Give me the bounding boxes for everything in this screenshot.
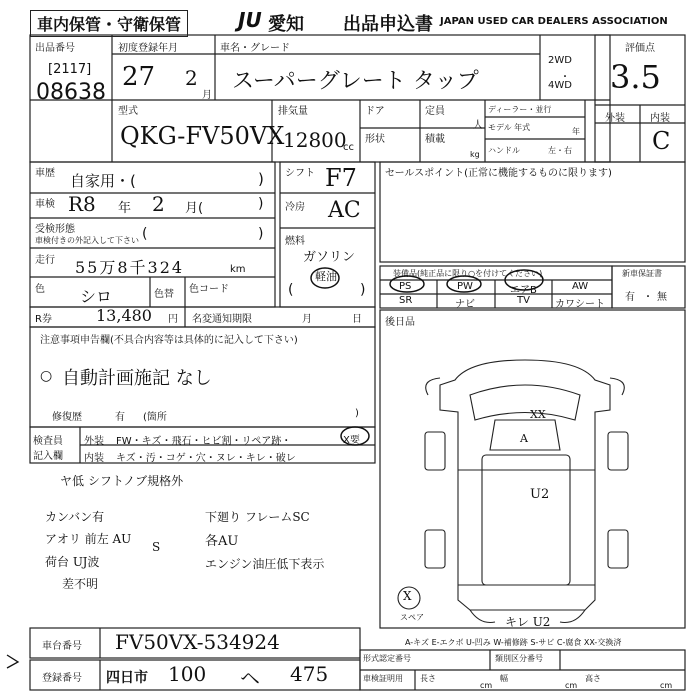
plate-number: 475 [290,662,329,686]
notice-day: 日 [352,314,362,325]
inspection-close: ) [258,196,264,212]
form-title: 出品申込書 [343,14,433,35]
lot-number: 08638 [36,80,106,105]
inspector-note-6: 各AU [205,534,239,549]
recycle-label: R券 [35,314,52,325]
load-label: 積載 [425,134,445,145]
inspection-era: R8 [68,192,96,216]
cert-label: 車検証明用 [363,674,403,683]
repair-close: ) [355,408,359,419]
inspector-note-3: 下廻り フレームSC [205,510,310,524]
inspector-note-9: 差不明 [62,577,99,591]
fuel-diesel: 軽油 [315,270,337,283]
recycle-value: 13,480 [96,306,152,325]
history-close: ) [258,170,264,188]
english-title: JAPAN USED CAR DEALERS ASSOCIATION [440,16,668,27]
inspector-note-8: エンジン油圧低下表示 [205,557,325,571]
inspector-exterior: 外装 [84,436,104,447]
doors-label: ドア [365,106,385,117]
equipment-ps[interactable]: PS [399,281,412,292]
mileage-value: 55万8千324 [75,258,185,277]
notice-label: 名変通知期限 [192,314,252,325]
cert-width-unit: cm [565,681,578,690]
notes-label: 注意事項申告欄(不具合内容等は具体的に記入して下さい) [40,335,298,346]
mileage-label: 走行 [35,255,55,266]
equipment-sheet[interactable]: カワシート [555,299,605,310]
inspector-note-1: ヤ低 シフトノブ規格外 [60,474,184,488]
notes-text: 自動計画施記 なし [62,368,212,389]
aircon-label: 冷房 [285,202,305,213]
recognition-label: 形式認定番号 [363,654,411,663]
guarantee-none[interactable]: 無 [657,292,667,303]
chassis-label: 車台番号 [42,641,82,652]
cert-length: 長さ [420,674,436,683]
diagram-mark-xx: XX [530,408,546,421]
repair-location: (箇所 [143,412,167,423]
registration-month: 2 [185,66,198,90]
guarantee-label: 新車保証書 [622,269,662,278]
drive-dot: ・ [560,72,570,83]
cert-height-unit: cm [660,681,673,690]
exterior-grade-label: 外装 [605,113,625,124]
model-label: 型式 [118,106,138,117]
capacity-unit: 人 [473,120,483,131]
equipment-pw[interactable]: PW [457,281,473,292]
lot-label: 出品番号 [35,43,75,54]
diagram-bottom-note: キレ U2 [505,615,551,629]
repair-has[interactable]: 有 [115,412,125,423]
certificate-open: ( [142,226,148,242]
chassis-value: FV50VX-534924 [115,630,280,654]
certificate-label: 受検形態 [35,224,75,235]
fuel-other-close: ) [360,282,366,298]
registration-month-unit: 月 [202,90,212,101]
plate-region: 四日市 [106,670,148,686]
history-value: 自家用・( [70,172,136,190]
color-value: シロ [80,287,113,306]
car-name-value: スーパーグレート タップ [232,69,479,94]
damage-legend: A-キズ E-エクボ U-凹み W-補修跡 S-サビ C-腐食 XX-交換済 [405,638,622,647]
history-label: 車歴 [35,168,55,179]
handle-label: ハンドル [488,146,520,155]
truck-diagram [398,360,628,623]
ju-logo: JU [238,8,262,32]
certificate-note: 車検付きの外記入して下さい [35,236,139,245]
inspector-exterior-items: FW・キズ・飛石・ヒビ割・リペア跡・ [116,436,292,447]
interior-grade-label: 内装 [650,113,670,124]
fuel-gasoline: ガソリン [303,250,356,265]
dealer-year-unit: 年 [572,127,580,136]
rear-seat-label: 後日品 [385,317,415,328]
capacity-label: 定員 [425,106,445,117]
diagram-mark-u2: U2 [530,487,550,502]
inspector-interior: 内装 [84,453,104,464]
equipment-sr[interactable]: SR [399,295,413,306]
drive-4wd: 4WD [548,80,572,91]
inspection-label: 車検 [35,199,55,210]
displacement-label: 排気量 [278,106,308,117]
plate-class: 100 [168,662,207,686]
inspection-month: 2 [152,192,165,216]
inspection-year-unit: 年 [118,201,132,216]
equipment-navi[interactable]: ナビ [455,299,475,310]
registration-label: 初度登録年月 [118,43,178,54]
plate-kana: ヘ [240,666,260,690]
spare-label: スペア [400,613,424,622]
interior-grade-value: C [652,127,671,155]
equipment-label: 装備品(純正品に限り○を付けてください) [393,269,543,278]
car-name-label: 車名・グレード [220,43,290,54]
shift-label: シフト [285,168,315,179]
guarantee-has[interactable]: 有 [625,292,635,303]
drive-2wd: 2WD [548,55,572,66]
dealer-model-year: モデル 年式 [488,123,531,132]
plate-label: 登録番号 [42,673,82,684]
inspector-note-4: アオリ 前左 AU [45,532,132,546]
shape-label: 形状 [365,134,385,145]
spare-mark: X [403,589,412,603]
displacement-unit: cc [343,142,354,153]
model-value: QKG-FV50VX [120,122,285,150]
dealer-label: ディーラー・並行 [488,105,552,114]
grade-label: 評価点 [625,43,655,54]
mileage-unit: km [230,264,246,275]
handle-lr: 左・右 [548,146,572,155]
grade-score: 3.5 [610,58,661,96]
repair-label: 修復歴 [52,412,82,423]
inspector-note-5: S [152,540,161,554]
registration-year: 27 [122,62,156,92]
cert-length-unit: cm [480,681,493,690]
inspector-exterior-x[interactable]: X要 [343,435,360,446]
lot-sub: [2117] [48,62,92,77]
inspector-note-7: 荷台 UJ波 [45,555,100,569]
color-label: 色 [35,284,45,295]
type-class-label: 類別区分番号 [495,654,543,663]
association-name: 愛知 [268,14,304,35]
equipment-airbag[interactable]: エアB [510,285,537,296]
cert-height: 高さ [585,674,601,683]
inspector-label-2: 記入欄 [33,451,63,462]
fuel-other-open: ( [288,282,294,298]
diagram-mark-a: A [520,432,528,445]
equipment-tv[interactable]: TV [517,295,530,306]
fuel-label: 燃料 [285,236,305,247]
aircon-value: AC [328,198,361,223]
inspection-month-unit: 月( [185,201,204,216]
notes-bullet: ○ [40,368,53,384]
load-unit: kg [470,150,480,159]
inspector-note-2: カンバン有 [45,510,105,524]
equipment-aw[interactable]: AW [572,281,589,292]
inspector-label-1: 検査員 [33,436,63,447]
certificate-close: ) [258,226,264,242]
displacement-value: 12800 [283,128,347,152]
inspector-interior-items: キズ・汚・コゲ・穴・ヌレ・キレ・破レ [116,453,296,464]
paint-label: 色替 [154,289,174,300]
shift-value: F7 [325,164,357,192]
color-code-label: 色コード [189,284,229,295]
cert-width: 幅 [500,674,508,683]
recycle-unit: 円 [168,314,178,325]
sales-point-label: セールスポイント(正常に機能するものに限ります) [385,168,612,179]
storage-title: 車内保管・守衛保管 [30,10,188,37]
notice-month: 月 [302,314,312,325]
guarantee-sep: ・ [643,292,653,303]
